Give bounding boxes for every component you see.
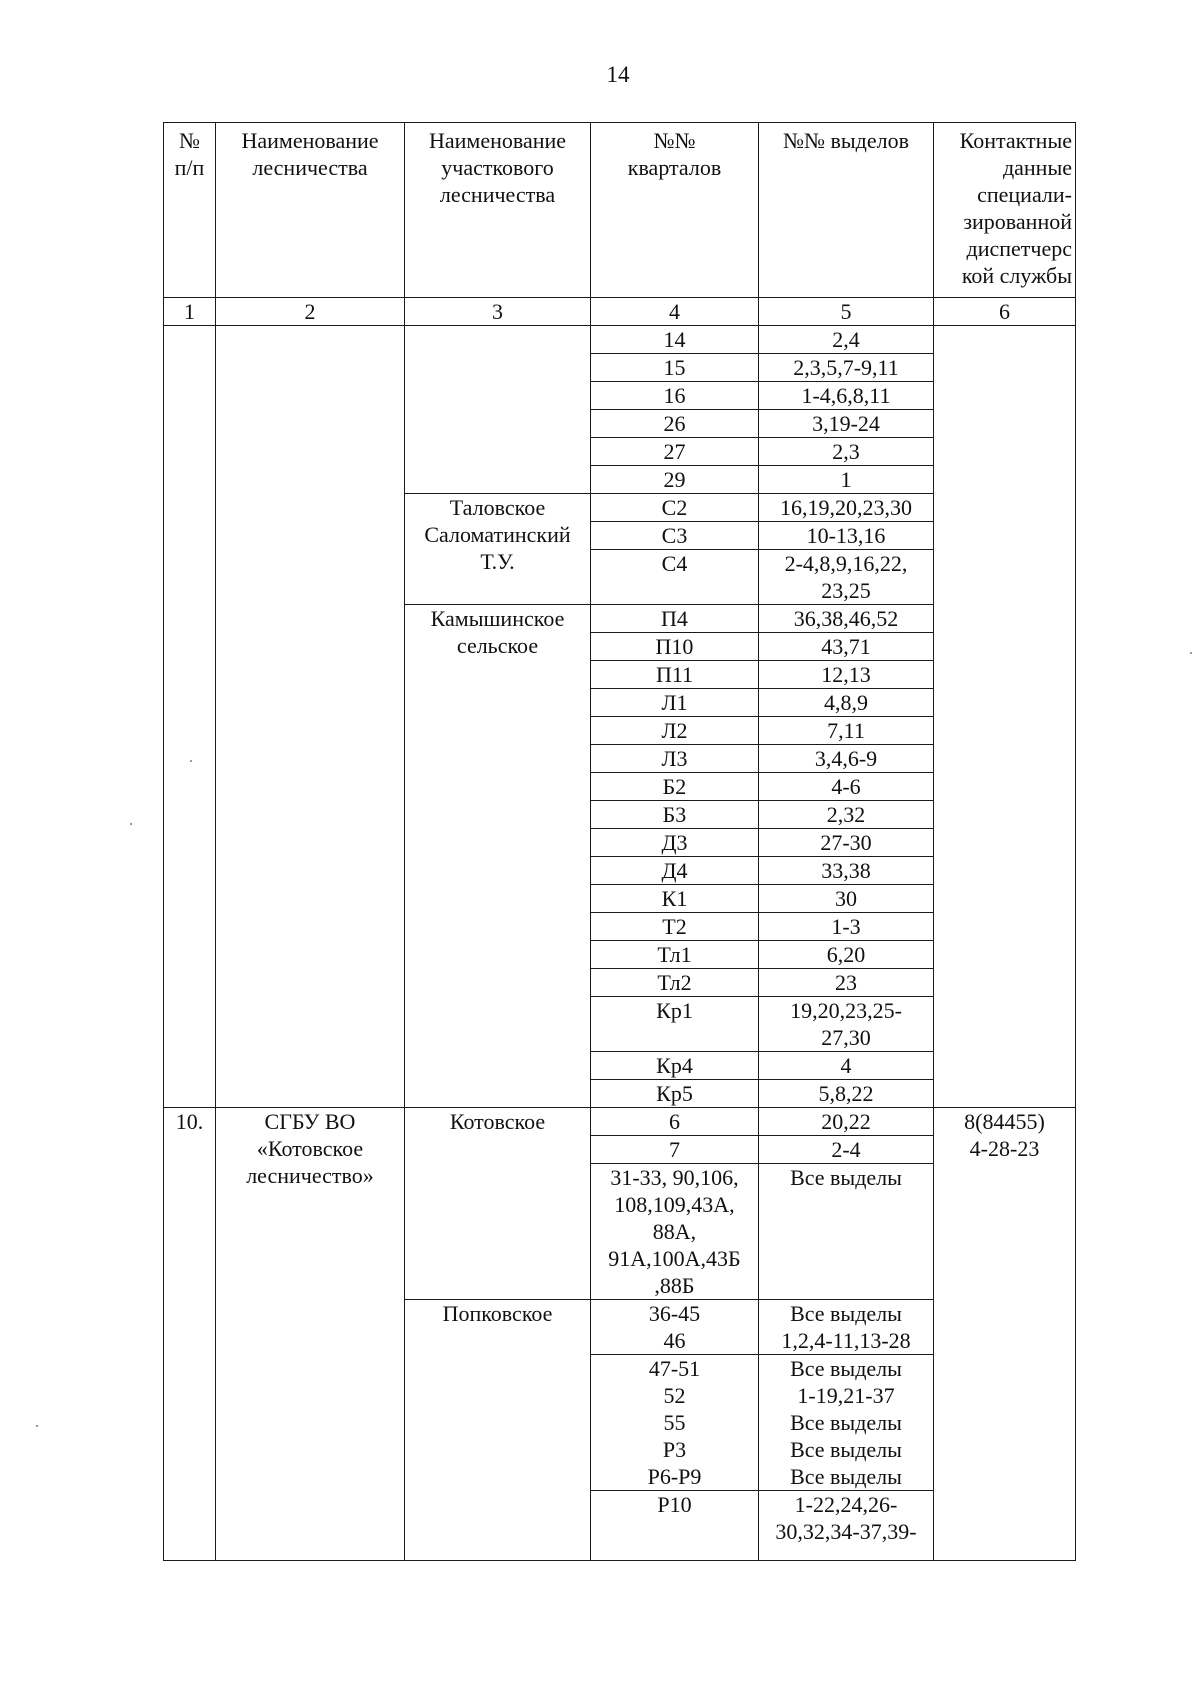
allotment-numbers: [759, 1491, 934, 1561]
quarter-numbers: [591, 466, 759, 494]
cell-line: 30,32,34-37,39-: [775, 1519, 917, 1544]
cell-line: 36,38,46,52: [793, 606, 899, 631]
cell-line: 15: [663, 355, 686, 380]
cell-line: Котовское: [449, 1109, 546, 1134]
cell-line: 55: [663, 1410, 686, 1435]
cell-line: 2,3,5,7-9,11: [793, 355, 899, 380]
cell-line: Все выделы: [790, 1464, 902, 1489]
allotment-numbers: [759, 829, 934, 857]
cell-line: П4: [661, 606, 688, 631]
cell-line: специали-: [977, 182, 1072, 207]
cell-line: 23,25: [821, 578, 871, 603]
cell-line: Контактные: [959, 128, 1072, 153]
cell-line: №№: [653, 128, 696, 153]
column-number: 1: [164, 298, 216, 326]
cell-line: 6,20: [826, 942, 866, 967]
cell-line: 2,32: [826, 802, 866, 827]
allotment-numbers: [759, 1052, 934, 1080]
quarter-numbers: [591, 438, 759, 466]
cell-line: Тл2: [657, 970, 692, 995]
cell-line: 6: [669, 1109, 680, 1134]
allotment-numbers: [759, 466, 934, 494]
quarter-numbers: [591, 745, 759, 773]
cell-line: 19,20,23,25-: [790, 998, 902, 1023]
cell-line: 91А,100А,43Б: [608, 1246, 741, 1271]
quarter-numbers: [591, 1164, 759, 1300]
allotment-numbers: [759, 550, 934, 605]
allotment-numbers: [759, 326, 934, 354]
cell-line: 16: [663, 383, 686, 408]
district-name: [405, 1108, 591, 1300]
cell-line: Кр5: [656, 1081, 693, 1106]
cell-line: №№ выделов: [783, 128, 909, 153]
cell-line: п/п: [174, 155, 205, 180]
cell-line: 8(84455): [964, 1109, 1045, 1134]
row-number: [164, 326, 216, 1108]
allotment-numbers: [759, 801, 934, 829]
cell-line: Кр4: [656, 1053, 693, 1078]
quarter-numbers: [591, 354, 759, 382]
cell-line: Д3: [661, 830, 688, 855]
cell-line: 7,11: [827, 718, 865, 743]
quarter-numbers: [591, 1300, 759, 1355]
cell-line: Р3: [662, 1437, 687, 1462]
quarter-numbers: [591, 885, 759, 913]
cell-line: Р6-Р9: [647, 1464, 702, 1489]
cell-line: Д4: [661, 858, 688, 883]
cell-line: 36-45: [648, 1301, 701, 1326]
cell-line: К1: [661, 886, 688, 911]
allotment-numbers: [759, 913, 934, 941]
header-col4: [591, 123, 759, 298]
allotment-numbers: [759, 941, 934, 969]
allotment-numbers: [759, 410, 934, 438]
scan-speck: [190, 760, 192, 762]
cell-line: Все выделы: [790, 1165, 902, 1190]
column-number: 6: [934, 298, 1076, 326]
cell-line: Саломатинский: [424, 522, 571, 547]
cell-line: 10-13,16: [806, 523, 886, 548]
cell-line: 2,4: [832, 327, 860, 352]
allotment-numbers: [759, 605, 934, 633]
allotment-numbers: [759, 745, 934, 773]
column-number: 3: [405, 298, 591, 326]
cell-line: Л3: [661, 746, 688, 771]
allotment-numbers: [759, 633, 934, 661]
cell-line: Кр1: [656, 998, 693, 1023]
cell-line: 1-3: [831, 914, 861, 939]
column-numbers-row: [164, 298, 1076, 326]
cell-line: Наименование: [428, 128, 567, 153]
cell-line: Таловское: [449, 495, 546, 520]
cell-line: 20,22: [821, 1109, 871, 1134]
cell-line: 31-33, 90,106,: [610, 1165, 739, 1190]
quarter-numbers: [591, 857, 759, 885]
cell-line: 4: [840, 1053, 852, 1078]
quarter-numbers: [591, 550, 759, 605]
allotment-numbers: [759, 1300, 934, 1355]
cell-line: 3,19-24: [812, 411, 880, 436]
allotment-numbers: [759, 1355, 934, 1491]
allotment-numbers: [759, 1164, 934, 1300]
cell-line: 1: [840, 467, 852, 492]
cell-line: 4,8,9: [824, 690, 868, 715]
cell-line: 1,2,4-11,13-28: [781, 1328, 911, 1353]
allotment-numbers: [759, 354, 934, 382]
quarter-numbers: [591, 633, 759, 661]
cell-line: Т2: [662, 914, 687, 939]
cell-line: №: [179, 128, 200, 153]
allotment-numbers: [759, 717, 934, 745]
cell-line: 88А,: [652, 1219, 697, 1244]
allotment-numbers: [759, 857, 934, 885]
cell-line: Камышинское: [430, 606, 565, 631]
district-name: [405, 1300, 591, 1561]
cell-line: П11: [655, 662, 694, 687]
column-number: 4: [591, 298, 759, 326]
column-number: 2: [216, 298, 405, 326]
cell-line: 2,3: [832, 439, 860, 464]
quarter-numbers: [591, 605, 759, 633]
cell-line: кой службы: [961, 263, 1072, 288]
table-row: [164, 326, 1076, 354]
cell-line: Наименование: [241, 128, 379, 153]
quarter-numbers: [591, 382, 759, 410]
quarter-numbers: [591, 1108, 759, 1136]
cell-line: сельское: [456, 633, 539, 658]
quarter-numbers: [591, 326, 759, 354]
cell-line: 2-4,8,9,16,22,: [784, 551, 908, 576]
cell-line: зированной: [963, 209, 1072, 234]
cell-line: С2: [661, 495, 688, 520]
header-col6: [934, 123, 1076, 298]
quarter-numbers: [591, 410, 759, 438]
cell-line: 27-30: [820, 830, 872, 855]
district-name: [405, 326, 591, 494]
cell-line: 3,4,6-9: [814, 746, 878, 771]
cell-line: Все выделы: [790, 1437, 902, 1462]
cell-line: 26: [663, 411, 686, 436]
cell-line: 14: [663, 327, 686, 352]
quarter-numbers: [591, 661, 759, 689]
cell-line: «Котовское: [256, 1136, 364, 1161]
allotment-numbers: [759, 885, 934, 913]
allotment-numbers: [759, 661, 934, 689]
cell-line: 30: [835, 886, 857, 911]
row-number: 10.: [164, 1108, 216, 1561]
cell-line: Л1: [661, 690, 688, 715]
cell-line: Б3: [662, 802, 687, 827]
cell-line: кварталов: [627, 155, 722, 180]
scan-speck: [1190, 652, 1192, 654]
cell-line: Попковское: [442, 1301, 553, 1326]
cell-line: 108,109,43А,: [614, 1192, 735, 1217]
cell-line: 12,13: [821, 662, 871, 687]
quarter-numbers: [591, 801, 759, 829]
district-name: [405, 605, 591, 1108]
quarter-numbers: [591, 997, 759, 1052]
quarter-numbers: [591, 969, 759, 997]
cell-line: 4-6: [831, 774, 861, 799]
forestry-name: [216, 326, 405, 1108]
cell-line: 33,38: [821, 858, 871, 883]
scan-speck: [130, 823, 132, 825]
quarter-numbers: [591, 913, 759, 941]
allotment-numbers: [759, 969, 934, 997]
cell-line: 2-4: [831, 1137, 861, 1162]
cell-line: Б2: [662, 774, 687, 799]
cell-line: Все выделы: [790, 1301, 902, 1326]
cell-line: Т.У.: [480, 549, 515, 574]
cell-line: 7: [669, 1137, 680, 1162]
quarter-numbers: [591, 522, 759, 550]
header-col3: [405, 123, 591, 298]
cell-line: 46: [663, 1328, 686, 1353]
header-col5: [759, 123, 934, 298]
quarter-numbers: [591, 494, 759, 522]
cell-line: Л2: [661, 718, 688, 743]
header-row: [164, 123, 1076, 298]
page-number: 14: [606, 62, 630, 87]
allotment-numbers: [759, 1108, 934, 1136]
cell-line: участкового: [441, 155, 554, 180]
allotment-numbers: [759, 382, 934, 410]
cell-line: 29: [663, 467, 686, 492]
quarter-numbers: [591, 1052, 759, 1080]
cell-line: 27: [663, 439, 686, 464]
cell-line: 47-51: [648, 1356, 701, 1381]
district-name: [405, 494, 591, 605]
allotment-numbers: [759, 773, 934, 801]
cell-line: 1-4,6,8,11: [801, 383, 891, 408]
allotment-numbers: [759, 689, 934, 717]
cell-line: 23: [835, 970, 857, 995]
cell-line: лесничества: [439, 182, 556, 207]
forestry-table: [163, 122, 1076, 1561]
cell-line: Все выделы: [790, 1356, 902, 1381]
cell-line: 27,30: [821, 1025, 871, 1050]
quarter-numbers: [591, 1080, 759, 1108]
contact-data: [934, 326, 1076, 1108]
allotment-numbers: [759, 494, 934, 522]
allotment-numbers: [759, 438, 934, 466]
cell-line: 1-19,21-37: [797, 1383, 895, 1408]
quarter-numbers: [591, 1136, 759, 1164]
allotment-numbers: [759, 1080, 934, 1108]
contact-data: [934, 1108, 1076, 1561]
cell-line: ,88Б: [654, 1273, 695, 1298]
cell-line: С3: [661, 523, 688, 548]
column-number: 5: [759, 298, 934, 326]
quarter-numbers: [591, 1491, 759, 1561]
cell-line: Р10: [657, 1492, 692, 1517]
cell-line: СГБУ ВО: [264, 1109, 356, 1134]
cell-line: 16,19,20,23,30: [780, 495, 912, 520]
cell-line: С4: [661, 551, 688, 576]
table-row: [164, 1108, 1076, 1136]
cell-line: данные: [1002, 155, 1072, 180]
cell-line: лесничества: [252, 155, 368, 180]
cell-line: 5,8,22: [818, 1081, 874, 1106]
cell-line: 1-22,24,26-: [794, 1492, 898, 1517]
forestry-name: [216, 1108, 405, 1561]
cell-line: Тл1: [657, 942, 692, 967]
header-col1: [164, 123, 216, 298]
quarter-numbers: [591, 941, 759, 969]
cell-line: 43,71: [821, 634, 871, 659]
quarter-numbers: [591, 689, 759, 717]
cell-line: диспетчерс: [966, 236, 1072, 261]
quarter-numbers: [591, 1355, 759, 1491]
cell-line: Все выделы: [790, 1410, 902, 1435]
cell-line: лесничество»: [246, 1163, 374, 1188]
allotment-numbers: [759, 1136, 934, 1164]
quarter-numbers: [591, 717, 759, 745]
quarter-numbers: [591, 773, 759, 801]
scan-speck: [36, 1425, 38, 1427]
allotment-numbers: [759, 997, 934, 1052]
cell-line: П10: [655, 634, 694, 659]
quarter-numbers: [591, 829, 759, 857]
allotment-numbers: [759, 522, 934, 550]
cell-line: 52: [663, 1383, 686, 1408]
cell-line: 4-28-23: [969, 1136, 1040, 1161]
header-col2: [216, 123, 405, 298]
